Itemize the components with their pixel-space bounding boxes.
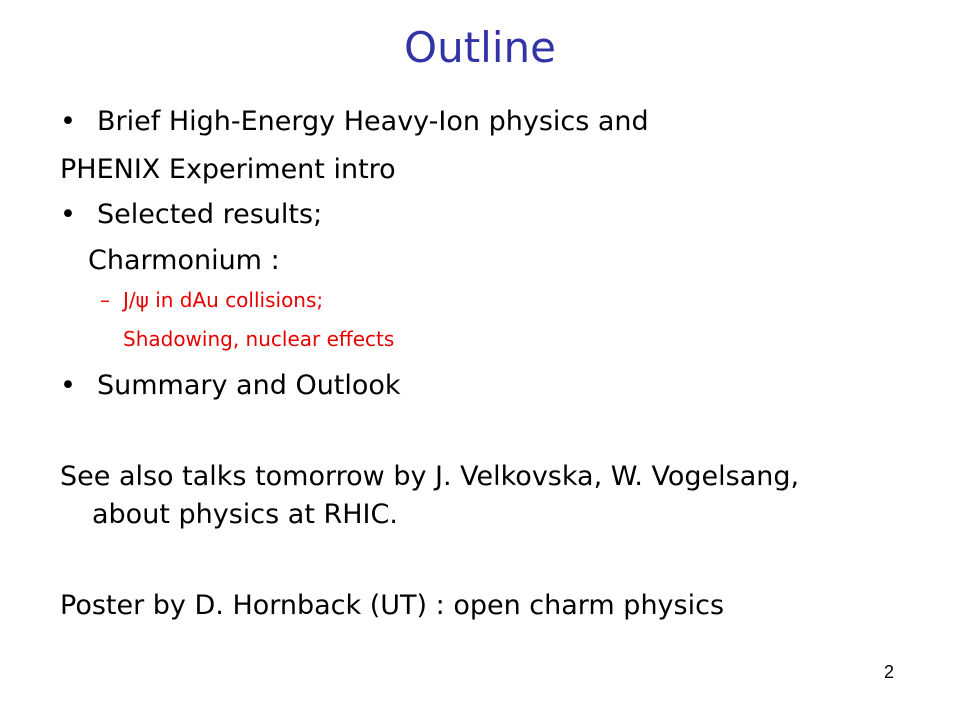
outline-item-intro-line2: PHENIX Experiment intro (60, 154, 396, 185)
page-number: 2 (884, 662, 895, 682)
talks-note-line2: about physics at RHIC. (92, 499, 398, 530)
bullet-marker: • (60, 370, 76, 401)
slide-title: Outline (404, 23, 556, 72)
dash-marker: – (100, 288, 110, 312)
talks-note-line1: See also talks tomorrow by J. Velkovska, W. Vogelsang, (60, 461, 800, 492)
outline-item-intro-line1: Brief High-Energy Heavy-Ion physics and (97, 106, 649, 137)
bullet-marker: • (60, 199, 76, 230)
poster-note: Poster by D. Hornback (UT) : open charm physics (60, 590, 725, 621)
outline-item-results: Selected results; (97, 199, 323, 230)
outline-subitem-shadowing: Shadowing, nuclear effects (123, 327, 395, 351)
outline-item-summary: Summary and Outlook (97, 370, 401, 401)
outline-subheading-charmonium: Charmonium : (88, 245, 280, 276)
bullet-marker: • (60, 106, 76, 137)
outline-subitem-jpsi: J/ψ in dAu collisions; (123, 288, 324, 312)
